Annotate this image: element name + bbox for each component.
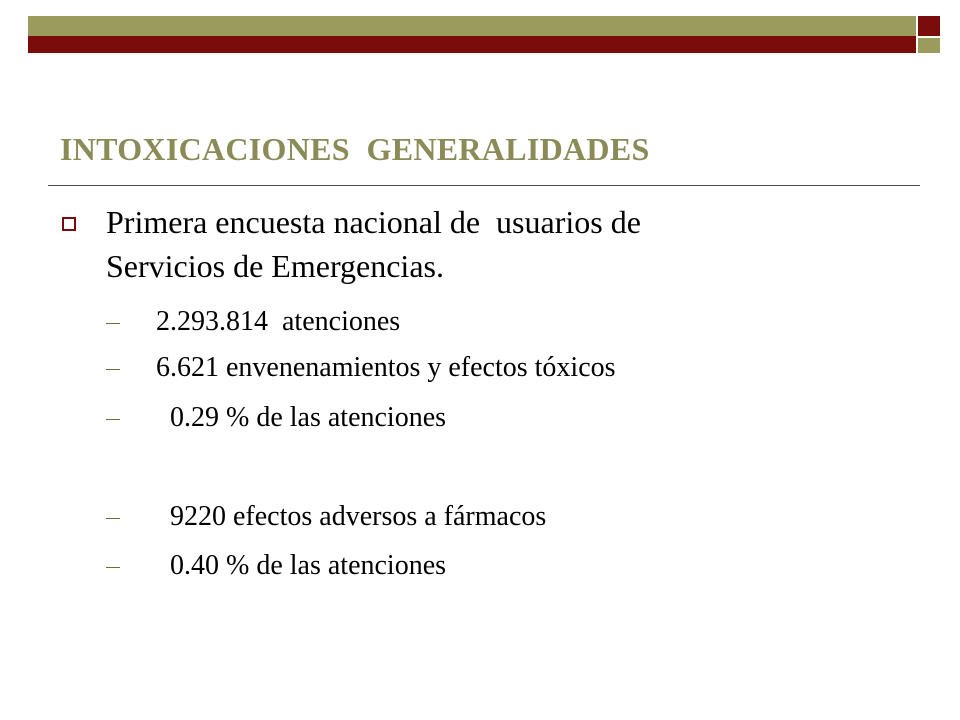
sub-item-1 [106, 302, 906, 342]
dash-bullet-icon [106, 567, 120, 568]
sub-item-text: 9220 efectos adversos a fármacos [156, 501, 547, 532]
slide-title: INTOXICACIONES GENERALIDADES [60, 131, 650, 167]
header-band-cap-olive [918, 38, 940, 53]
dash-bullet-icon [106, 369, 120, 370]
sub-item-text: 0.29 % de las atenciones [156, 402, 447, 433]
header-band-red [28, 36, 916, 53]
sub-item-text: 0.40 % de las atenciones [156, 550, 447, 581]
header-band-olive [28, 16, 916, 36]
sub-item-text: 2.293.814 atenciones [156, 306, 401, 337]
sub-item-3 [106, 398, 906, 438]
sub-item-4 [106, 497, 906, 537]
square-bullet-icon [62, 217, 76, 231]
dash-bullet-icon [106, 518, 120, 519]
header-band-cap-red [918, 16, 940, 36]
sub-item-2 [106, 348, 906, 388]
main-bullet-line-2: Servicios de Emergencias. [106, 248, 444, 284]
dash-bullet-icon [106, 419, 120, 420]
title-divider [48, 185, 920, 186]
sub-item-5 [106, 546, 906, 586]
dash-bullet-icon [106, 323, 120, 324]
main-bullet-line-1: Primera encuesta nacional de usuarios de [106, 204, 641, 240]
sub-item-text: 6.621 envenenamientos y efectos tóxicos [156, 352, 616, 383]
main-bullet-text [106, 200, 906, 288]
